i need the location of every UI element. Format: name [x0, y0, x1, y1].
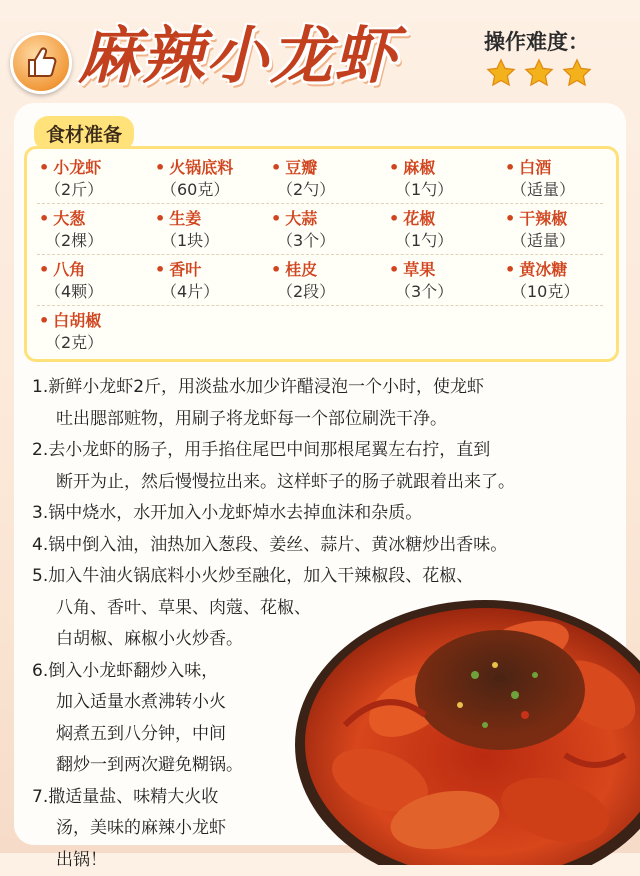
ingredient-item: [389, 257, 505, 301]
ingredient-item: [155, 206, 271, 250]
ingredient-name: • 黄冰糖: [505, 257, 621, 279]
ingredients-box: [24, 146, 619, 362]
divider: [37, 203, 603, 204]
step-text: 八角、香叶、草果、肉蔻、花椒、: [32, 593, 473, 625]
step-text: 翻炒一到两次避免糊锅。: [32, 750, 243, 782]
difficulty-label: 操作难度：: [484, 26, 589, 56]
step-text: 3.锅中烧水，水开加入小龙虾焯水去掉血沫和杂质。: [32, 498, 422, 530]
ingredient-name: • 生姜: [155, 206, 271, 228]
thumbs-up-icon: [23, 44, 59, 80]
step-text: 6.倒入小龙虾翻炒入味，: [32, 656, 243, 688]
ingredient-name: • 豆瓣: [271, 155, 387, 177]
bullet-icon: •: [505, 158, 515, 177]
crayfish-dish-image: [285, 575, 640, 865]
step-item: [32, 498, 422, 530]
step-text: 2.去小龙虾的肠子，用手掐住尾巴中间那根尾翼左右拧，直到: [32, 435, 515, 467]
ingredient-item: [39, 155, 155, 199]
ingredient-item: [39, 206, 155, 250]
ingredient-name: • 花椒: [389, 206, 505, 228]
ingredient-quantity: （2段）: [271, 279, 387, 301]
ingredient-item: [505, 155, 621, 199]
bullet-icon: •: [39, 311, 49, 330]
ingredient-quantity: （3个）: [271, 228, 387, 250]
step-item: [32, 530, 507, 562]
step-text: 4.锅中倒入油，油热加入葱段、姜丝、蒜片、黄冰糖炒出香味。: [32, 530, 507, 562]
ingredient-quantity: （2勺）: [271, 177, 387, 199]
ingredient-item: [271, 206, 387, 250]
bullet-icon: •: [389, 260, 399, 279]
ingredient-item: [271, 155, 387, 199]
ingredient-name: • 草果: [389, 257, 505, 279]
ingredient-name: • 八角: [39, 257, 155, 279]
ingredient-quantity: （4颗）: [39, 279, 155, 301]
step-item: [32, 435, 515, 498]
ingredient-quantity: （适量）: [505, 228, 621, 250]
ingredient-name: • 白酒: [505, 155, 621, 177]
ingredient-item: [505, 206, 621, 250]
ingredient-quantity: （2棵）: [39, 228, 155, 250]
bullet-icon: •: [155, 260, 165, 279]
bullet-icon: •: [39, 158, 49, 177]
ingredient-item: [271, 257, 387, 301]
ingredient-quantity: （4片）: [155, 279, 271, 301]
ingredient-name: • 火锅底料: [155, 155, 271, 177]
step-text: 吐出腮部赃物，用刷子将龙虾每一个部位刷洗干净。: [32, 404, 484, 436]
step-text: 白胡椒、麻椒小火炒香。: [32, 624, 473, 656]
step-text: 断开为止，然后慢慢拉出来。这样虾子的肠子就跟着出来了。: [32, 467, 515, 499]
page-title: 麻辣小龙虾: [78, 16, 398, 96]
ingredient-item: [39, 308, 155, 352]
ingredient-quantity: （1块）: [155, 228, 271, 250]
bullet-icon: •: [271, 260, 281, 279]
bullet-icon: •: [39, 209, 49, 228]
step-text: 加入适量水煮沸转小火: [32, 687, 243, 719]
bullet-icon: •: [389, 158, 399, 177]
ingredient-name: • 香叶: [155, 257, 271, 279]
ingredient-name: • 桂皮: [271, 257, 387, 279]
step-item: [32, 656, 243, 782]
ingredient-name: • 麻椒: [389, 155, 505, 177]
ingredient-quantity: （2克）: [39, 330, 155, 352]
ingredient-quantity: （2斤）: [39, 177, 155, 199]
ingredient-quantity: （适量）: [505, 177, 621, 199]
bullet-icon: •: [271, 209, 281, 228]
step-text: 焖煮五到八分钟，中间: [32, 719, 243, 751]
ingredient-item: [155, 155, 271, 199]
bullet-icon: •: [505, 209, 515, 228]
step-text: 7.撒适量盐、味精大火收: [32, 782, 226, 814]
star-icon: [486, 58, 516, 88]
ingredient-item: [155, 257, 271, 301]
bullet-icon: •: [39, 260, 49, 279]
difficulty-stars: [486, 58, 592, 88]
ingredient-item: [505, 257, 621, 301]
ingredient-quantity: （10克）: [505, 279, 621, 301]
ingredients-label: 食材准备: [34, 116, 134, 151]
bullet-icon: •: [271, 158, 281, 177]
ingredient-name: • 干辣椒: [505, 206, 621, 228]
bullet-icon: •: [155, 158, 165, 177]
ingredient-name: • 大葱: [39, 206, 155, 228]
ingredient-item: [389, 206, 505, 250]
bullet-icon: •: [505, 260, 515, 279]
ingredient-item: [389, 155, 505, 199]
ingredient-quantity: （60克）: [155, 177, 271, 199]
step-item: [32, 782, 226, 876]
ingredient-quantity: （1勺）: [389, 228, 505, 250]
thumbs-up-badge: [10, 32, 72, 94]
header: [0, 0, 640, 110]
star-icon: [524, 58, 554, 88]
bullet-icon: •: [155, 209, 165, 228]
ingredient-name: • 大蒜: [271, 206, 387, 228]
ingredient-name: • 小龙虾: [39, 155, 155, 177]
step-item: [32, 372, 484, 435]
ingredient-quantity: （3个）: [389, 279, 505, 301]
ingredient-name: • 白胡椒: [39, 308, 155, 330]
divider: [37, 305, 603, 306]
step-text: 出锅！: [32, 845, 226, 876]
step-text: 汤，美味的麻辣小龙虾: [32, 813, 226, 845]
step-text: 5.加入牛油火锅底料小火炒至融化，加入干辣椒段、花椒、: [32, 561, 473, 593]
step-text: 1.新鲜小龙虾2斤，用淡盐水加少许醋浸泡一个小时，使龙虾: [32, 372, 484, 404]
ingredient-item: [39, 257, 155, 301]
bullet-icon: •: [389, 209, 399, 228]
divider: [37, 254, 603, 255]
star-icon: [562, 58, 592, 88]
ingredient-quantity: （1勺）: [389, 177, 505, 199]
